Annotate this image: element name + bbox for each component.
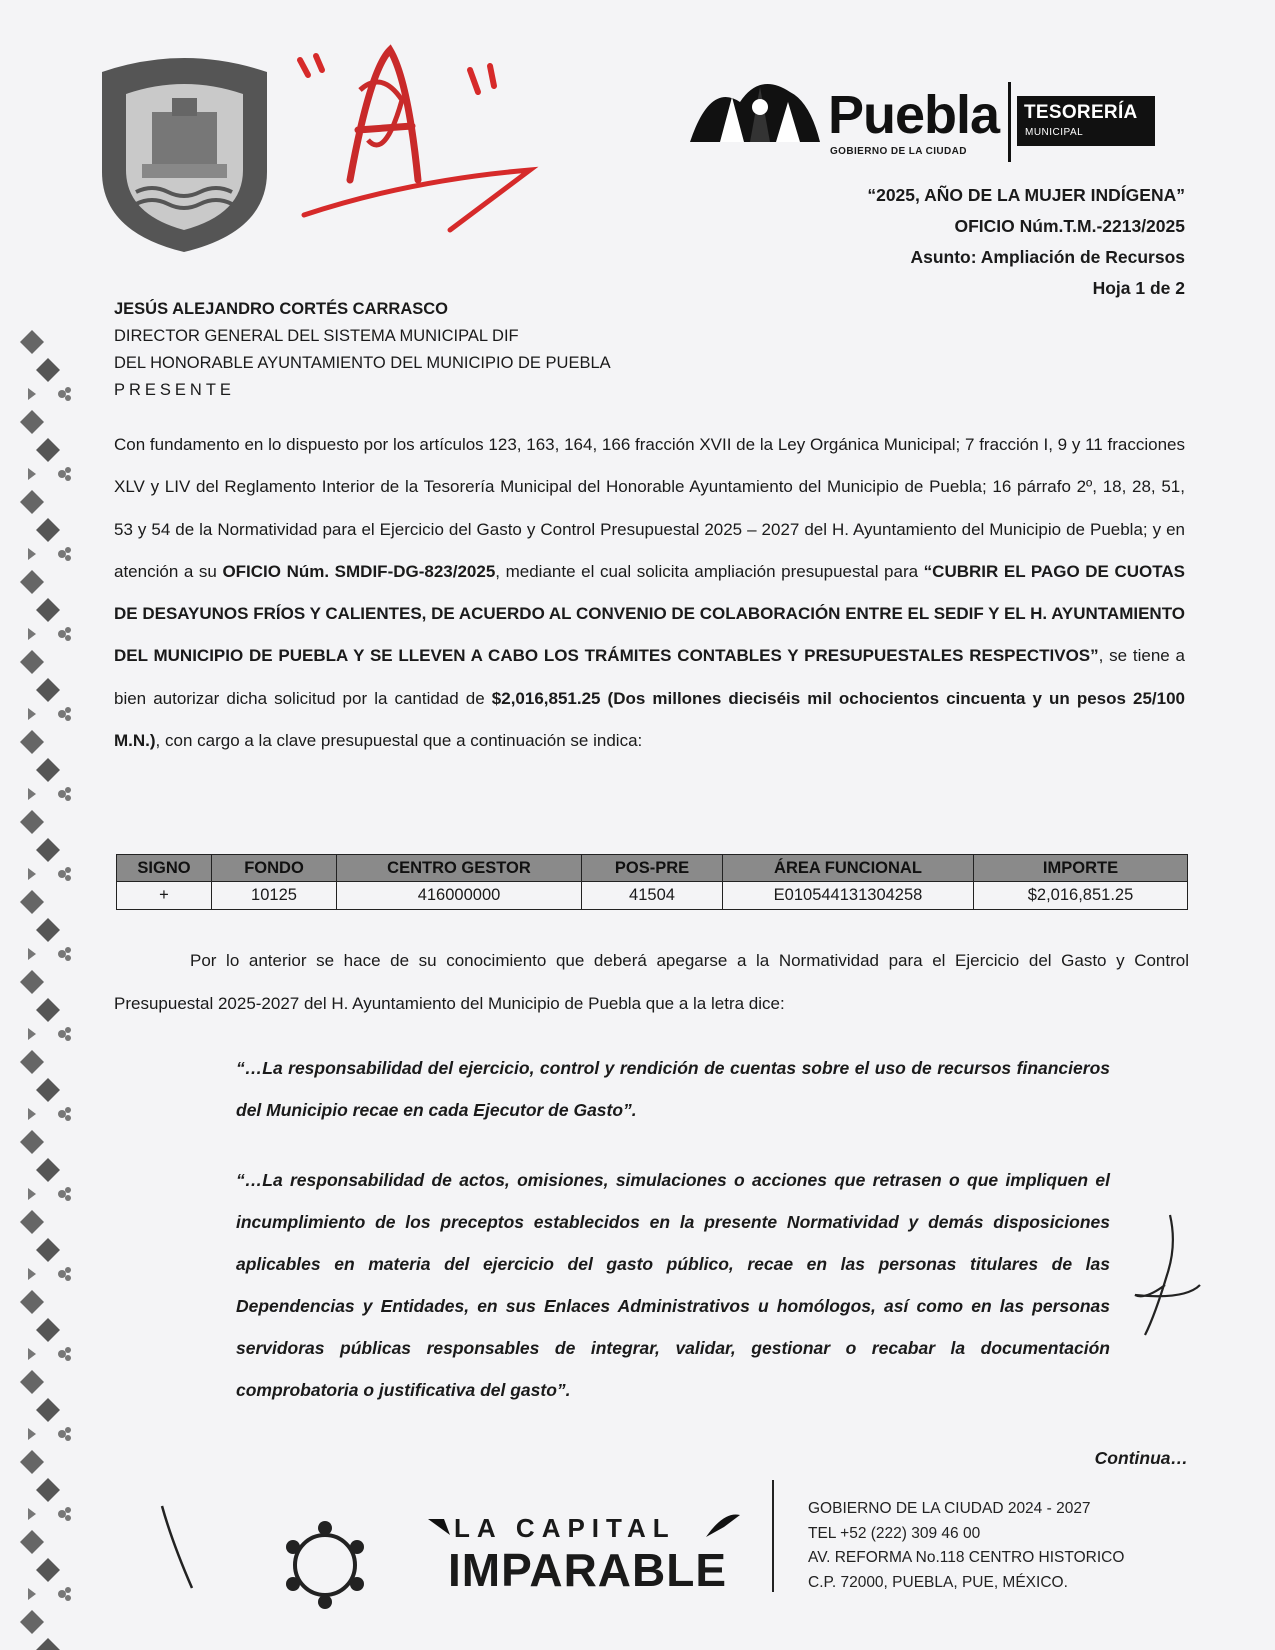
footer-line: TEL +52 (222) 309 46 00 bbox=[808, 1524, 981, 1542]
footer-line: C.P. 72000, PUEBLA, PUE, MÉXICO. bbox=[808, 1573, 1068, 1591]
logo-separator bbox=[1008, 82, 1011, 162]
handwritten-slash-mark bbox=[158, 1502, 198, 1592]
page-count: Hoja 1 de 2 bbox=[1092, 278, 1185, 298]
logo-art-icon bbox=[680, 62, 830, 162]
col-fondo: FONDO bbox=[212, 855, 337, 882]
footer-address bbox=[808, 1497, 1124, 1595]
col-importe: IMPORTE bbox=[974, 855, 1188, 882]
cell-area-funcional: E010544131304258 bbox=[723, 882, 974, 910]
year-motto: “2025, AÑO DE LA MUJER INDÍGENA” bbox=[867, 185, 1185, 205]
footer-line: GOBIERNO DE LA CIUDAD 2024 - 2027 bbox=[808, 1500, 1091, 1517]
footer-line: AV. REFORMA No.118 CENTRO HISTORICO bbox=[808, 1549, 1125, 1566]
puebla-logo bbox=[680, 62, 1150, 172]
para2-text: Por lo anterior se hace de su conocimiento que deberá apegarse a la Normatividad para el Ejercicio del Gasto y Control Presupuestal 2025-2027 del H. Ayuntamiento del Municipio de Puebla que a la letra dice: bbox=[114, 951, 1189, 1013]
budget-table bbox=[116, 854, 1188, 910]
col-signo: SIGNO bbox=[117, 855, 212, 882]
col-pos-pre: POS-PRE bbox=[582, 855, 723, 882]
authorized-amount: $2,016,851.25 (Dos millones dieciséis mil ochocientos cincuenta y un pesos 25/100 M.N.) bbox=[114, 688, 1186, 751]
norma-mexicana-seal-icon bbox=[250, 1490, 400, 1640]
capital-big-text: IMPARABLE bbox=[448, 1544, 728, 1596]
decorative-border bbox=[18, 330, 78, 1650]
presente-label: PRESENTE bbox=[114, 381, 235, 399]
table-row bbox=[117, 882, 1188, 910]
logo-word: Puebla bbox=[828, 85, 1000, 145]
table-header-row bbox=[117, 855, 1188, 882]
request-purpose: “CUBRIR EL PAGO DE CUOTAS DE DESAYUNOS FRÍOS Y CALIENTES, DE ACUERDO AL CONVENIO DE COLABORACIÓN ENTRE EL SEDIF Y EL H. AYUNTAMIENTO DEL MUNICIPIO DE PUEBLA Y SE LLEVEN A CABO LOS TRÁMITES CONTABLES Y PRESUPUESTALES RESPECTIVOS” bbox=[114, 561, 1185, 666]
para-text: , mediante el cual solicita ampliación presupuestal para bbox=[495, 561, 924, 581]
tesoreria-badge bbox=[1017, 96, 1155, 146]
handwritten-a-mark bbox=[290, 30, 550, 240]
capital-top-text: LA CAPITAL bbox=[454, 1513, 676, 1543]
oficio-number: OFICIO Núm.T.M.-2213/2025 bbox=[954, 216, 1185, 236]
city-seal-icon bbox=[92, 52, 277, 257]
cell-pos-pre: 41504 bbox=[582, 882, 723, 910]
cell-signo: + bbox=[117, 882, 212, 910]
col-centro-gestor: CENTRO GESTOR bbox=[337, 855, 582, 882]
tesoreria-subtitle: MUNICIPAL bbox=[1025, 127, 1084, 138]
recipient-title-2: DEL HONORABLE AYUNTAMIENTO DEL MUNICIPIO DE PUEBLA bbox=[114, 354, 611, 372]
quote-2: “…La responsabilidad de actos, omisiones, simulaciones o acciones que retrasen o que impliquen el incumplimiento de los preceptos establecidos en la presente Normatividad y demás disposiciones aplicables en materia del ejercicio del gasto público, recae en las personas titulares de las Dependencias y Entidades, en sus Enlaces Administrativos u homólogos, así como en las personas servidoras públicas responsables de integrar, validar, gestionar o recabar la documentación comprobatoria o justificativa del gasto”. bbox=[236, 1170, 1110, 1400]
recipient-block bbox=[114, 296, 611, 404]
para-text: , se tiene a bien autorizar dicha solicitud por la cantidad de bbox=[114, 646, 1185, 708]
footer-separator bbox=[772, 1480, 774, 1592]
quote-1: “…La responsabilidad del ejercicio, control y rendición de cuentas sobre el uso de recursos financieros del Municipio recae en cada Ejecutor de Gasto”. bbox=[236, 1058, 1110, 1120]
recipient-title-1: DIRECTOR GENERAL DEL SISTEMA MUNICIPAL DIF bbox=[114, 327, 519, 345]
logo-subtitle: GOBIERNO DE LA CIUDAD bbox=[830, 146, 967, 157]
document-header-info bbox=[665, 180, 1185, 304]
para-text: Con fundamento en lo dispuesto por los artículos 123, 163, 164, 166 fracción XVII de la Ley Orgánica Municipal; 7 fracción I, 9 y 11 fracciones XLV y LIV del Reglamento Interior de la Tesorería Municipal del Honorable Ayuntamiento del Municipio de Puebla; 16 párrafo 2º, 18, 28, 51, 53 y 54 de la Normatividad para el Ejercicio del Gasto y Control Presupuestal 2025 – 2027 del H. Ayuntamiento del Municipio de Puebla; y en atención a su bbox=[114, 435, 1185, 581]
cell-fondo: 10125 bbox=[212, 882, 337, 910]
para-text: , con cargo a la clave presupuestal que a continuación se indica: bbox=[155, 731, 643, 751]
cell-importe: $2,016,851.25 bbox=[974, 882, 1188, 910]
continua-label: Continua… bbox=[1094, 1448, 1188, 1468]
second-paragraph bbox=[114, 940, 1189, 1025]
asunto: Asunto: Ampliación de Recursos bbox=[910, 247, 1185, 267]
signature-icon bbox=[1125, 1205, 1205, 1355]
main-paragraph bbox=[114, 424, 1185, 762]
la-capital-imparable-logo bbox=[424, 1505, 744, 1595]
tesoreria-title: TESORERÍA bbox=[1024, 102, 1138, 123]
col-area-funcional: ÁREA FUNCIONAL bbox=[723, 855, 974, 882]
recipient-name: JESÚS ALEJANDRO CORTÉS CARRASCO bbox=[114, 300, 449, 318]
cell-centro-gestor: 416000000 bbox=[337, 882, 582, 910]
oficio-reference: OFICIO Núm. SMDIF-DG-823/2025 bbox=[222, 561, 496, 581]
